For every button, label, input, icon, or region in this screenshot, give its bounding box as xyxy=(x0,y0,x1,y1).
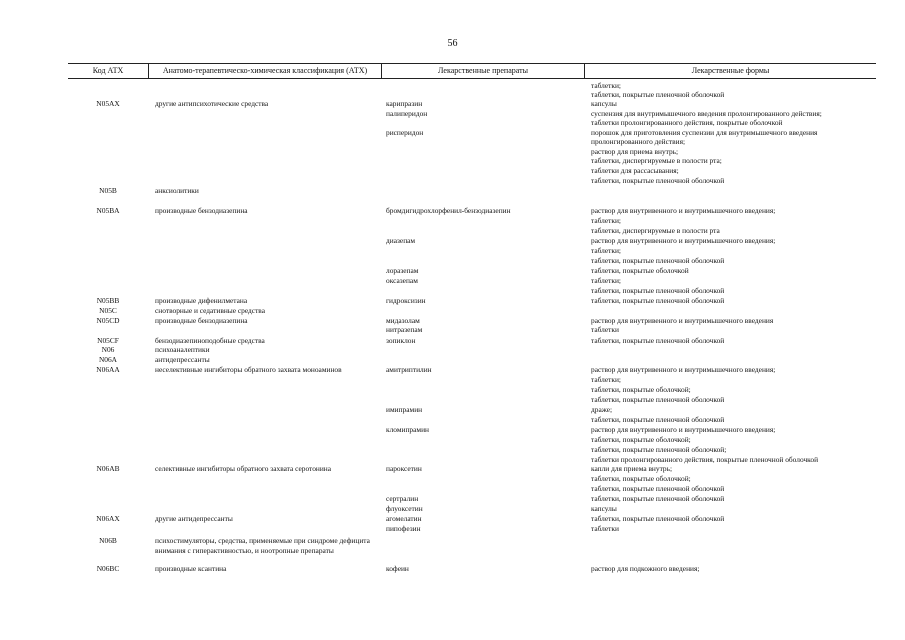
dosage-form: раствор для внутривенного и внутримышечного введения xyxy=(591,316,774,325)
dosage-form: таблетки; xyxy=(591,216,621,225)
dosage-form: таблетки, покрытые пленочной оболочкой xyxy=(591,256,725,265)
dosage-form: капсулы xyxy=(591,99,617,108)
drug-name: рисперидон xyxy=(386,128,424,137)
dosage-form: таблетки, покрытые пленочной оболочкой xyxy=(591,296,725,305)
dosage-form: раствор для приема внутрь; xyxy=(591,147,679,156)
classification: селективные ингибиторы обратного захвата серотонина xyxy=(155,464,332,473)
dosage-form: таблетки xyxy=(591,524,619,533)
dosage-form: таблетки xyxy=(591,325,619,334)
drug-name: лоразепам xyxy=(386,266,419,275)
dosage-form: таблетки пролонгированного действия, покрытые оболочкой xyxy=(591,118,783,127)
dosage-form: таблетки, покрытые оболочкой xyxy=(591,266,689,275)
dosage-form: таблетки для рассасывания; xyxy=(591,166,679,175)
drug-name: флуоксетин xyxy=(386,504,423,513)
classification: другие антидепрессанты xyxy=(155,514,233,523)
dosage-form: таблетки, покрытые пленочной оболочкой xyxy=(591,494,725,503)
classification: антидепрессанты xyxy=(155,355,210,364)
atc-code: N05CF xyxy=(97,336,119,345)
dosage-form: пролонгированного действия; xyxy=(591,137,686,146)
drug-name: зопиклон xyxy=(386,336,416,345)
atc-code: N05C xyxy=(99,306,117,315)
header-classification: Анатомо-терапевтическо-химическая классификация (АТХ) xyxy=(148,64,381,78)
dosage-form: таблетки; xyxy=(591,81,621,90)
dosage-form: раствор для внутривенного и внутримышечного введения; xyxy=(591,425,776,434)
dosage-form: таблетки, покрытые пленочной оболочкой xyxy=(591,395,725,404)
dosage-form: таблетки, покрытые оболочкой; xyxy=(591,474,691,483)
drug-name: бромдигидрохлорфенил-бензодиазепин xyxy=(386,206,511,215)
atc-code: N06AB xyxy=(96,464,120,473)
classification: производные бензодиазепина xyxy=(155,316,248,325)
classification: психоаналептики xyxy=(155,345,210,354)
dosage-form: таблетки, покрытые пленочной оболочкой xyxy=(591,484,725,493)
dosage-form: таблетки, диспергируемые в полости рта xyxy=(591,226,720,235)
dosage-form: раствор для внутривенного и внутримышечного введения; xyxy=(591,206,776,215)
atc-code: N05B xyxy=(99,186,117,195)
dosage-form: таблетки, покрытые пленочной оболочкой; xyxy=(591,445,727,454)
drug-name: кофеин xyxy=(386,564,409,573)
dosage-form: таблетки, покрытые пленочной оболочкой xyxy=(591,415,725,424)
dosage-form: порошок для приготовления суспензии для внутримышечного введения xyxy=(591,128,818,137)
atc-code: N05BB xyxy=(96,296,120,305)
dosage-form: раствор для подкожного введения; xyxy=(591,564,700,573)
dosage-form: таблетки, покрытые пленочной оболочкой xyxy=(591,336,725,345)
dosage-form: таблетки, диспергируемые в полости рта; xyxy=(591,156,722,165)
dosage-form: таблетки; xyxy=(591,276,621,285)
drug-name: оксазепам xyxy=(386,276,418,285)
classification: бензодиазепиноподобные средства xyxy=(155,336,265,345)
atc-code: N05BA xyxy=(96,206,120,215)
drug-name: гидроксизин xyxy=(386,296,426,305)
dosage-form: капсулы xyxy=(591,504,617,513)
classification: анксиолитики xyxy=(155,186,199,195)
drug-name: мидазолам xyxy=(386,316,420,325)
classification: производные ксантина xyxy=(155,564,227,573)
drug-name: имипрамин xyxy=(386,405,423,414)
atc-code: N06B xyxy=(99,536,117,545)
drug-name: агомелатин xyxy=(386,514,422,523)
atc-code: N05AX xyxy=(96,99,120,108)
dosage-form: раствор для внутривенного и внутримышечного введения; xyxy=(591,365,776,374)
classification: психостимуляторы, средства, применяемые при синдроме дефицита внимания с гиперактивностью, и ноотропные препараты xyxy=(155,536,370,555)
drug-name: пипофезин xyxy=(386,524,421,533)
dosage-form: таблетки, покрытые пленочной оболочкой xyxy=(591,514,725,523)
drug-name: нитразепам xyxy=(386,325,423,334)
dosage-form: таблетки, покрытые оболочкой; xyxy=(591,435,691,444)
header-code: Код АТХ xyxy=(92,66,124,75)
classification: другие антипсихотические средства xyxy=(155,99,269,108)
dosage-form: таблетки, покрытые пленочной оболочкой xyxy=(591,176,725,185)
dosage-form: драже; xyxy=(591,405,613,414)
drug-name: палиперидон xyxy=(386,109,428,118)
atc-code: N06AX xyxy=(96,514,120,523)
dosage-form: таблетки, покрытые пленочной оболочкой xyxy=(591,90,725,99)
dosage-form: таблетки, покрытые оболочкой; xyxy=(591,385,691,394)
header-drugs: Лекарственные препараты xyxy=(381,64,584,78)
classification: производные дифенилметана xyxy=(155,296,248,305)
drug-name: диазепам xyxy=(386,236,416,245)
dosage-form: таблетки; xyxy=(591,246,621,255)
classification: производные бензодиазепина xyxy=(155,206,248,215)
dosage-form: суспензия для внутримышечного введения пролонгированного действия; xyxy=(591,109,822,118)
drug-name: пароксетин xyxy=(386,464,422,473)
classification: снотворные и седативные средства xyxy=(155,306,265,315)
atc-code: N06AA xyxy=(96,365,120,374)
dosage-form: таблетки пролонгированного действия, покрытые пленочной оболочкой xyxy=(591,455,819,464)
page-number: 56 xyxy=(447,38,458,49)
dosage-form: капли для приема внутрь; xyxy=(591,464,673,473)
header-forms: Лекарственные формы xyxy=(584,64,876,78)
atc-code: N06A xyxy=(98,355,118,364)
atc-code: N06BC xyxy=(96,564,120,573)
atc-code: N05CD xyxy=(96,316,120,325)
drug-name: карипразин xyxy=(386,99,423,108)
dosage-form: таблетки; xyxy=(591,375,621,384)
drug-name: кломипрамин xyxy=(386,425,429,434)
drug-name: амитриптилин xyxy=(386,365,432,374)
atc-code: N06 xyxy=(101,345,115,354)
classification: неселективные ингибиторы обратного захвата моноаминов xyxy=(155,365,342,374)
dosage-form: раствор для внутривенного и внутримышечного введения; xyxy=(591,236,776,245)
drug-name: сертралин xyxy=(386,494,419,503)
dosage-form: таблетки, покрытые пленочной оболочкой xyxy=(591,286,725,295)
